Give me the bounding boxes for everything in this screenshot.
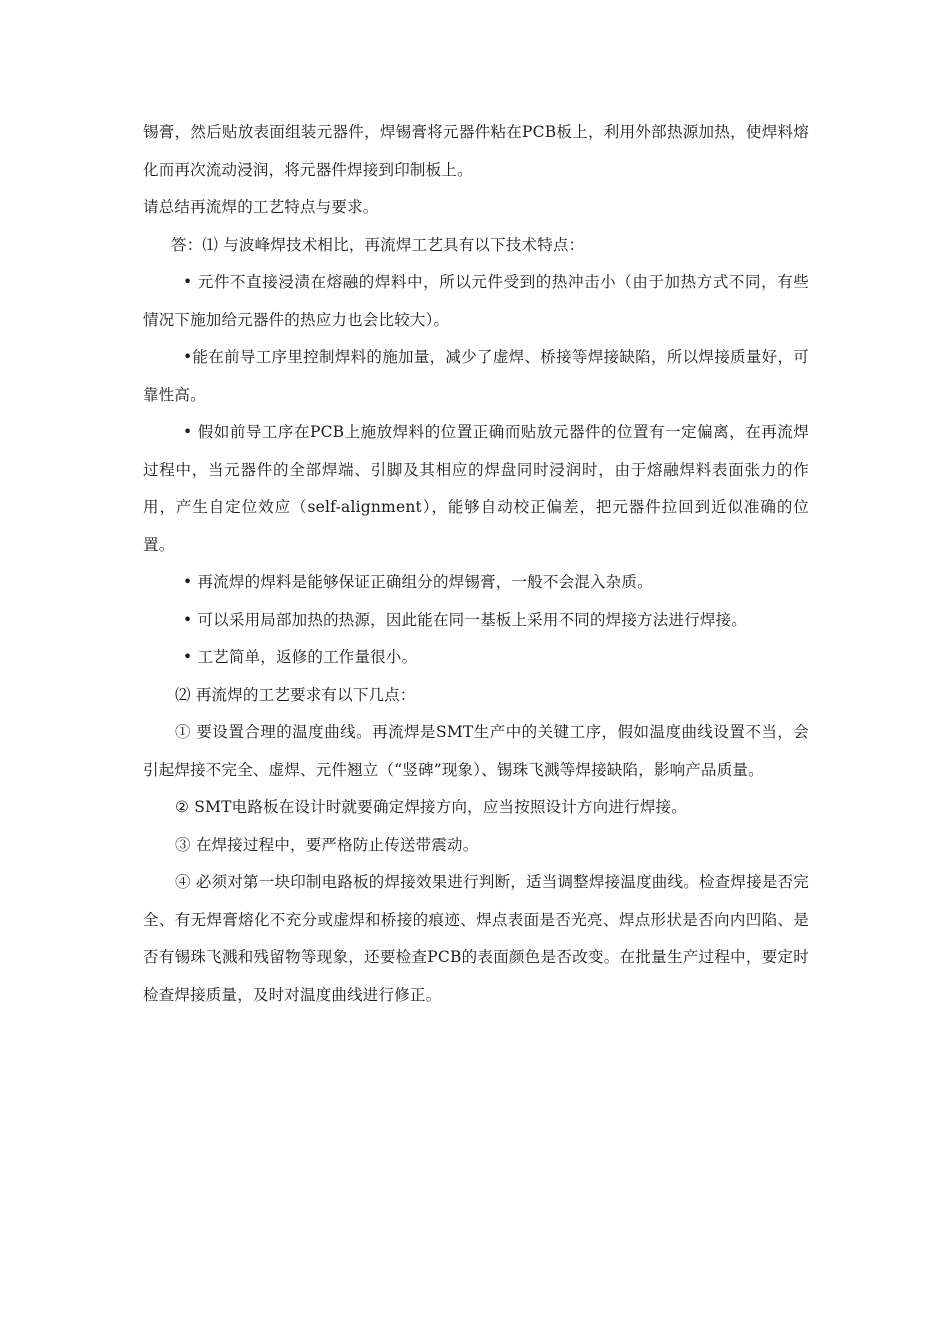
paragraph-feature-6: • 工艺简单，返修的工作量很小。 — [183, 648, 418, 666]
document-page — [143, 114, 809, 1014]
paragraph-feature-4: • 再流焊的焊料是能够保证正确组分的焊锡膏，一般不会混入杂质。 — [183, 573, 653, 591]
paragraph-requirement-4: ④ 必须对第一块印制电路板的焊接效果进行判断，适当调整焊接温度曲线。检查焊接是否完全、有无焊膏熔化不充分或虚焊和桥接的痕迹、焊点表面是否光亮、焊点形状是否向内凹陷、是否有锡珠飞溅和残留物等现象，还要检查PCB的表面颜色是否改变。在批量生产过程中，要定时检查焊接质量，及时对温度曲线进行修正。 — [143, 873, 809, 1004]
paragraph-requirements-intro: ⑵ 再流焊的工艺要求有以下几点： — [175, 685, 416, 704]
paragraph-question: 请总结再流焊的工艺特点与要求。 — [143, 198, 379, 216]
paragraph-feature-1: • 元件不直接浸渍在熔融的焊料中，所以元件受到的热冲击小（由于加热方式不同，有些情况下施加给元器件的热应力也会比较大）。 — [143, 273, 809, 329]
paragraph-answer-intro: 答：⑴ 与波峰焊技术相比，再流焊工艺具有以下技术特点： — [171, 235, 585, 254]
paragraph-requirement-3: ③ 在焊接过程中，要严格防止传送带震动。 — [175, 835, 479, 854]
paragraph-feature-2: •能在前导工序里控制焊料的施加量，减少了虚焊、桥接等焊接缺陷，所以焊接质量好，可靠性高。 — [143, 348, 809, 404]
paragraph-feature-3: • 假如前导工序在PCB上施放焊料的位置正确而贴放元器件的位置有一定偏离，在再流焊过程中，当元器件的全部焊端、引脚及其相应的焊盘同时浸润时，由于熔融焊料表面张力的作用，产生自定位效应（self-alignment），能够自动校正偏差，把元器件拉回到近似准确的位置。 — [143, 423, 809, 554]
paragraph-requirement-2: ② SMT电路板在设计时就要确定焊接方向，应当按照设计方向进行焊接。 — [175, 798, 687, 816]
paragraph-requirement-1: ① 要设置合理的温度曲线。再流焊是SMT生产中的关键工序，假如温度曲线设置不当，会引起焊接不完全、虚焊、元件翘立（“竖碑”现象）、锡珠飞溅等焊接缺陷，影响产品质量。 — [143, 723, 809, 779]
paragraph-intro-continuation: 锡膏，然后贴放表面组装元器件，焊锡膏将元器件粘在PCB板上，利用外部热源加热，使焊料熔化而再次流动浸润，将元器件焊接到印制板上。 — [143, 123, 809, 179]
paragraph-feature-5: • 可以采用局部加热的热源，因此能在同一基板上采用不同的焊接方法进行焊接。 — [183, 610, 747, 629]
